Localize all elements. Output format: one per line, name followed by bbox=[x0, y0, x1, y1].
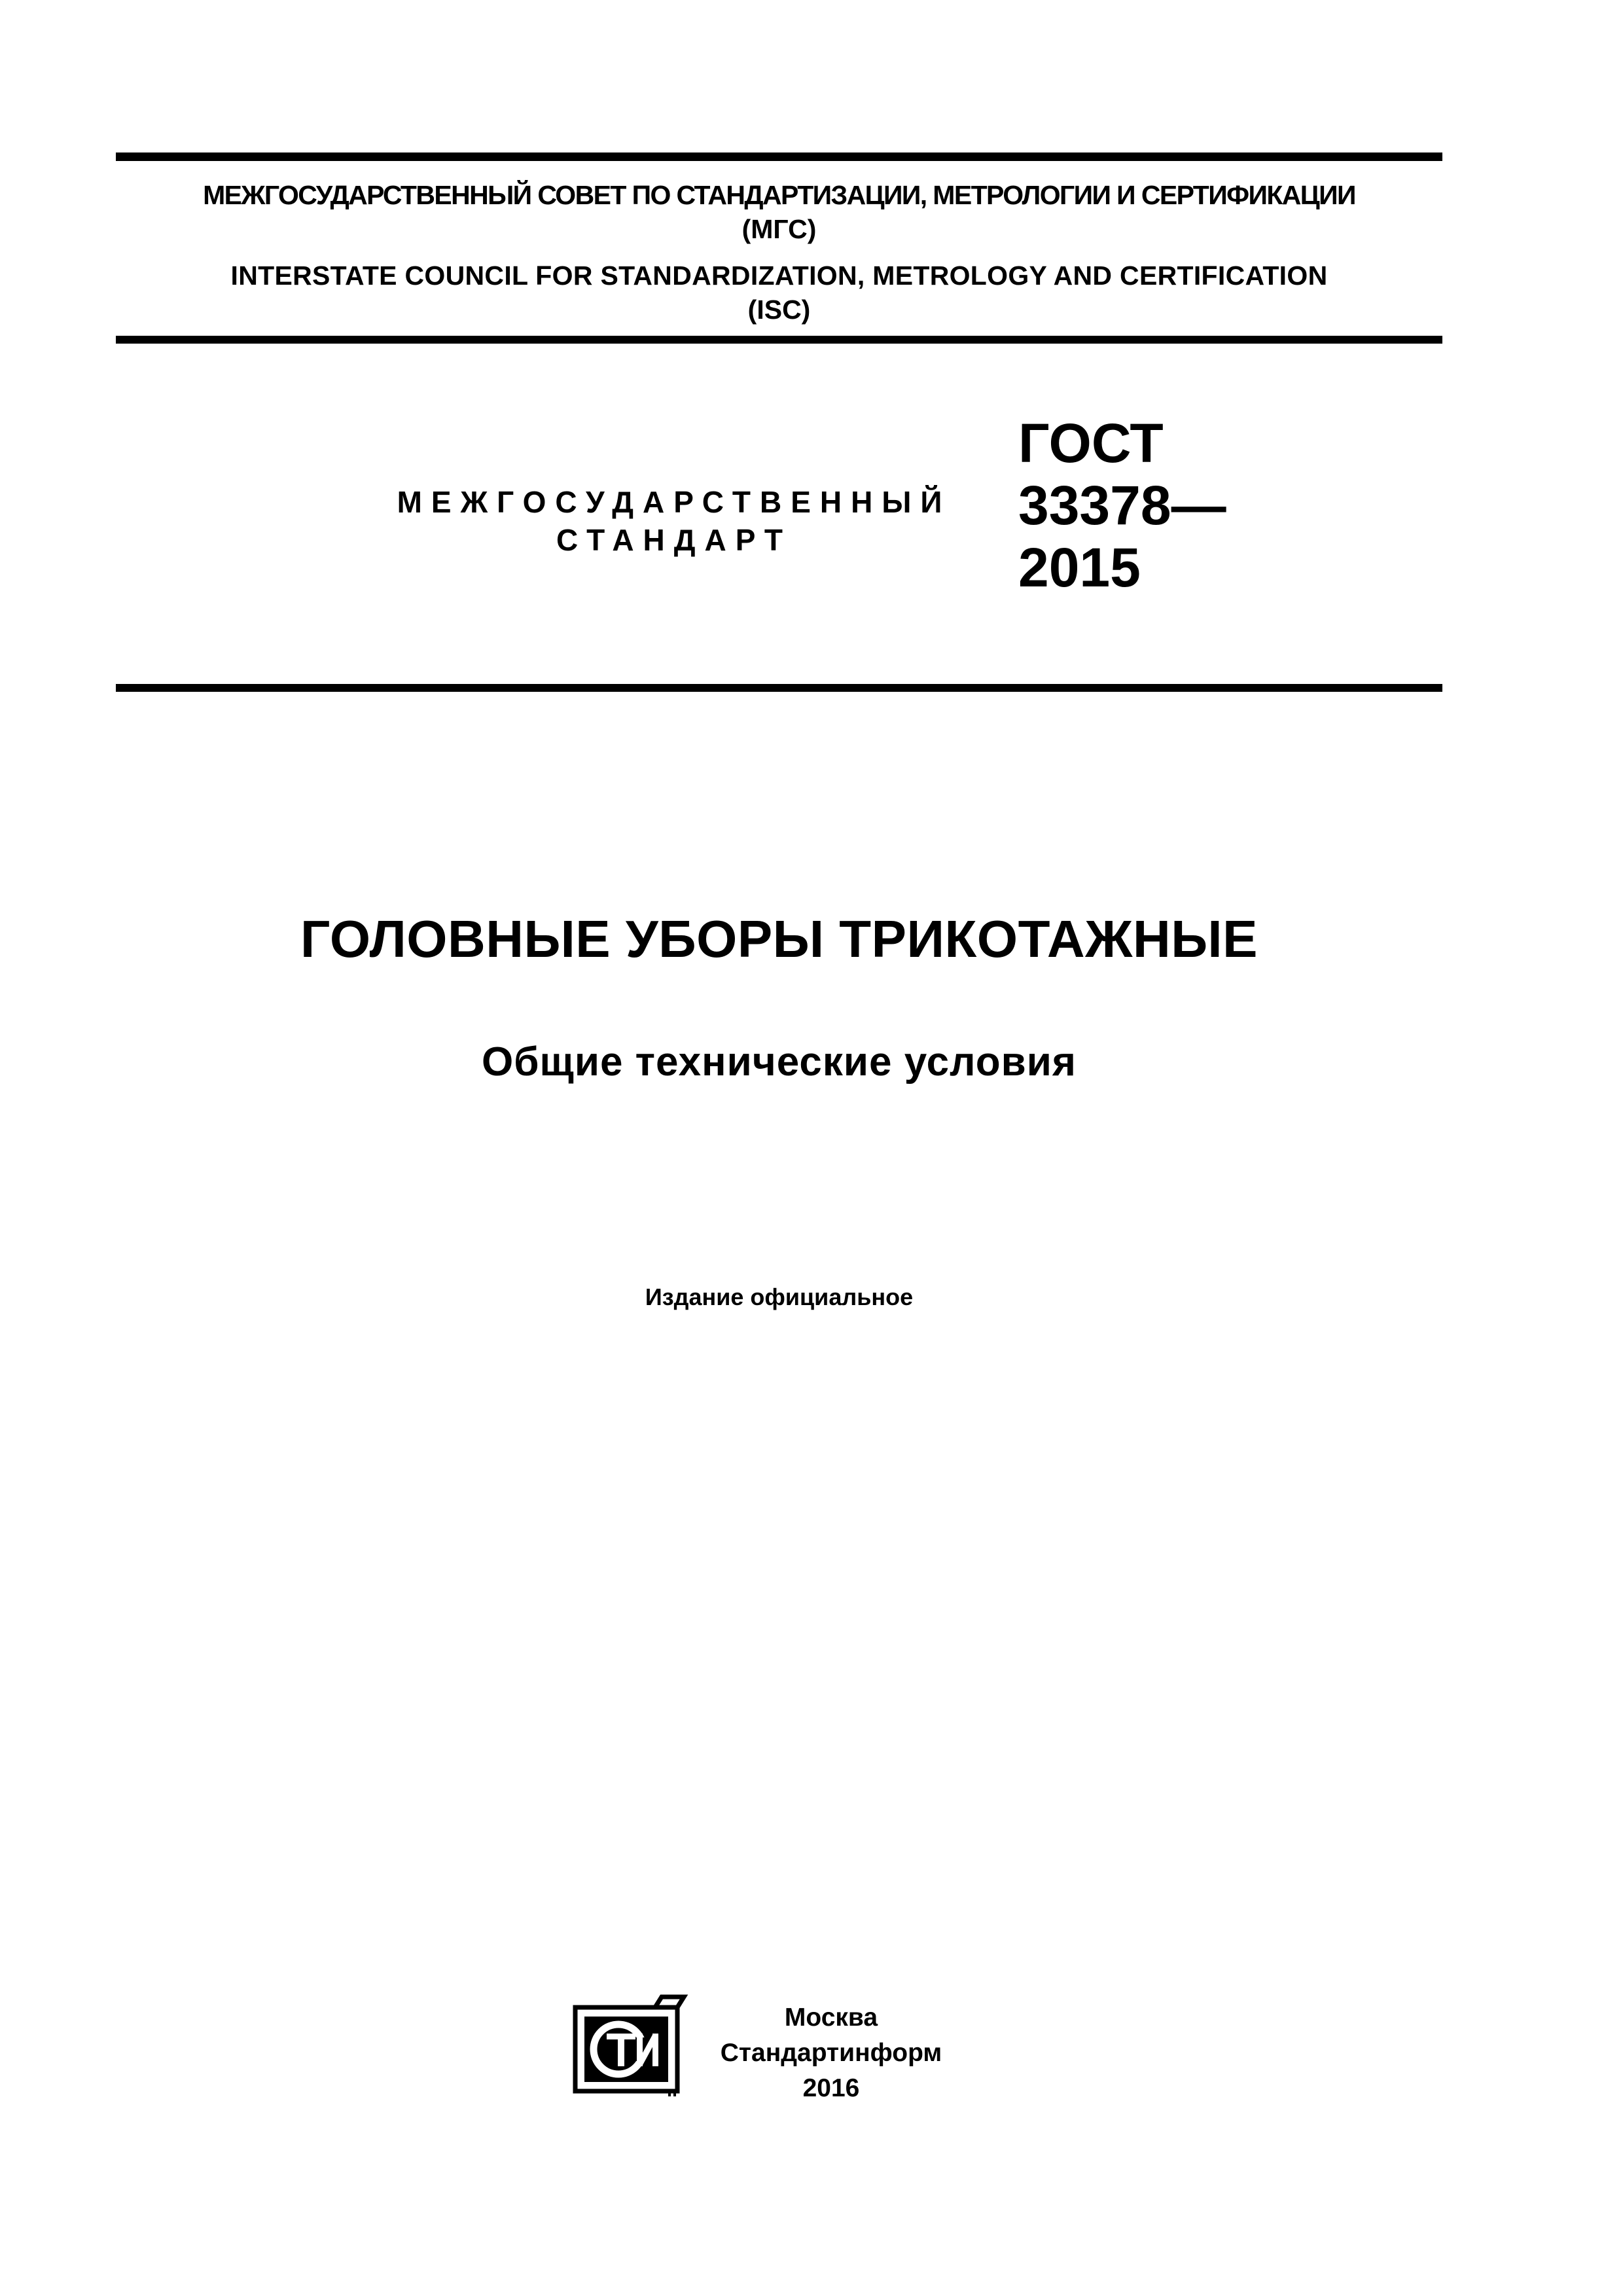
imprint-publisher: Стандартинформ bbox=[720, 2039, 942, 2067]
council-name-en: INTERSTATE COUNCIL FOR STANDARDIZATION, METROLOGY AND CERTIFICATION bbox=[230, 260, 1328, 291]
middle-rule bbox=[116, 336, 1442, 344]
imprint-year: 2016 bbox=[802, 2074, 860, 2102]
council-abbr-en: (ISC) bbox=[747, 295, 811, 325]
bottom-rule bbox=[116, 684, 1442, 692]
document-title: ГОЛОВНЫЕ УБОРЫ ТРИКОТАЖНЫЕ bbox=[300, 910, 1258, 968]
standard-type-line1: МЕЖГОСУДАРСТВЕННЫЙ bbox=[397, 485, 952, 519]
standard-type bbox=[386, 483, 962, 559]
imprint-city: Москва bbox=[784, 2003, 878, 2032]
standard-designation bbox=[1018, 412, 1226, 599]
standartinform-logo-icon bbox=[571, 1993, 689, 2096]
standard-type-line2: СТАНДАРТ bbox=[556, 523, 792, 557]
document-subtitle: Общие технические условия bbox=[482, 1039, 1077, 1085]
designation-year: 2015 bbox=[1018, 537, 1141, 598]
top-rule bbox=[116, 152, 1442, 161]
designation-prefix: ГОСТ bbox=[1018, 412, 1164, 474]
imprint bbox=[707, 2000, 955, 2106]
designation-number: 33378— bbox=[1018, 475, 1226, 536]
council-abbr-ru: (МГС) bbox=[741, 214, 817, 244]
edition-note: Издание официальное bbox=[645, 1283, 914, 1310]
council-name-ru: МЕЖГОСУДАРСТВЕННЫЙ СОВЕТ ПО СТАНДАРТИЗАЦИИ, МЕТРОЛОГИИ И СЕРТИФИКАЦИИ bbox=[203, 180, 1355, 210]
